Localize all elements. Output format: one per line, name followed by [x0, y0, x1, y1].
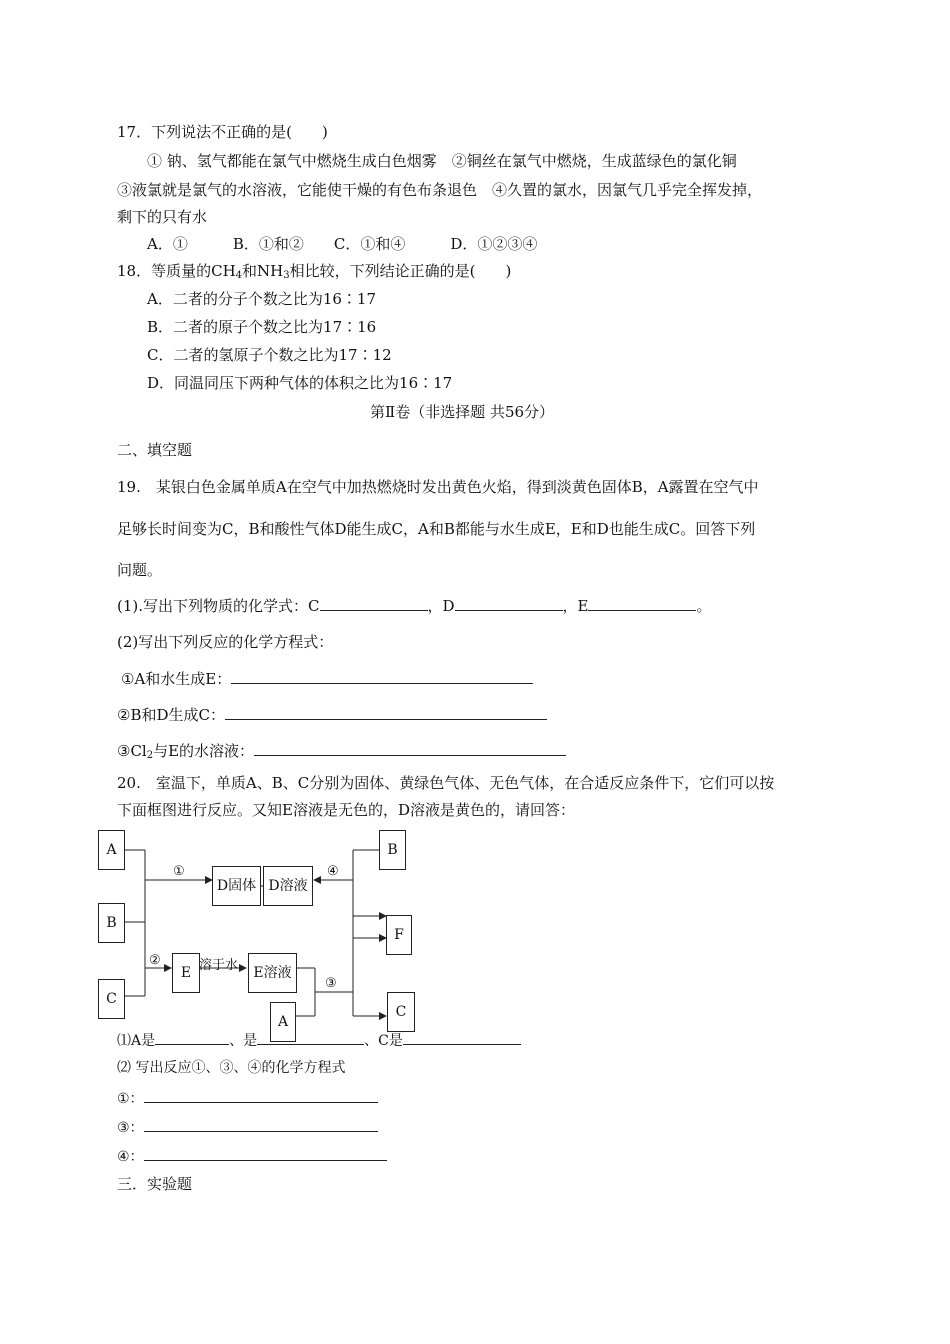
q20-equation3: [117, 1116, 378, 1138]
reaction-label-3: ③: [325, 976, 337, 991]
diagram-box-e: E: [172, 953, 200, 993]
fill-in-section-title: 二、填空题: [117, 441, 193, 459]
q20-paragraph-line2: 下面框图进行反应。又知E溶液是无色的，D溶液是黄色的，请回答：: [117, 801, 575, 819]
reaction-label-4: ④: [327, 864, 339, 879]
answer-blank-eq1[interactable]: [144, 1087, 378, 1103]
q19-paragraph-line2: 足够长时间变为C，B和酸性气体D能生成C，A和B都能与水生成E，E和D也能生成C。回答下列: [117, 520, 756, 538]
q18-stem-part: 和NH: [242, 262, 284, 280]
q18-subscript: 4: [235, 270, 243, 281]
q19-part1-text: ，E: [562, 597, 589, 615]
diagram-box-c: C: [98, 979, 125, 1019]
experiment-section-title: 三．实验题: [117, 1175, 193, 1193]
diagram-box-d-solution: D溶液: [263, 866, 313, 906]
q20-equation1: [117, 1087, 378, 1109]
q18-stem-part: 相比较，下列结论正确的是( ): [289, 262, 512, 280]
q20-equation3-label: ③：: [117, 1120, 144, 1136]
section2-title: 第Ⅱ卷（非选择题 共56分）: [370, 403, 555, 421]
q20-part1-text: 、C是: [364, 1033, 403, 1049]
q19-reaction3-label: ③Cl: [117, 742, 147, 760]
q17-stem: 17．下列说法不正确的是( ): [117, 123, 328, 141]
q20-equation4: [117, 1145, 387, 1167]
answer-blank-eq4[interactable]: [144, 1145, 387, 1161]
q19-part1-text: ，D: [427, 597, 455, 615]
q19-reaction1-label: ①A和水生成E：: [121, 670, 232, 688]
q19-reaction3-label: 与E的水溶液：: [153, 742, 255, 760]
q19-part1-text: (1).写出下列物质的化学式：C: [117, 597, 320, 615]
diagram-box-a-lower: A: [270, 1002, 296, 1042]
q19-part2: (2)写出下列反应的化学方程式：: [117, 633, 334, 651]
q18-subscript: 3: [283, 270, 290, 281]
diagram-box-b: B: [98, 903, 125, 943]
reaction-label-1: ①: [173, 864, 185, 879]
diagram-box-b-right: B: [379, 830, 406, 870]
q19-paragraph-line1: 19. 某银白色金属单质A在空气中加热燃烧时发出黄色火焰，得到淡黄色固体B，A露置在空气中: [117, 478, 759, 496]
answer-blank-b[interactable]: [257, 1029, 364, 1045]
q17-choices: A．① B．①和② C．①和④ D．①②③④: [147, 235, 538, 253]
q17-statement-line2: ③液氯就是氯气的水溶液，它能使干燥的有色布条退色 ④久置的氯水，因氯气几乎完全挥发掉，: [117, 181, 763, 199]
q18-option-c: C．二者的氢原子个数之比为17∶12: [147, 346, 392, 364]
q20-part2: ⑵ 写出反应①、③、④的化学方程式: [117, 1060, 346, 1076]
answer-blank-c2[interactable]: [403, 1029, 521, 1045]
q18-option-b: B．二者的原子个数之比为17∶16: [147, 318, 377, 336]
q18-option-a: A．二者的分子个数之比为16∶17: [147, 290, 377, 308]
label-dissolve-in-water: 溶于水: [199, 958, 239, 973]
q20-part1-text: ⑴A是: [117, 1033, 156, 1049]
answer-blank-a[interactable]: [155, 1029, 229, 1045]
diagram-box-f: F: [386, 915, 412, 955]
reaction-label-2: ②: [149, 953, 161, 968]
q20-paragraph-line1: 20. 室温下，单质A、B、C分别为固体、黄绿色气体、无色气体，在合适反应条件下，它们可以按: [117, 774, 775, 792]
q18-stem-part: 18．等质量的CH: [117, 262, 236, 280]
q18-option-d: D．同温同压下两种气体的体积之比为16∶17: [147, 374, 453, 392]
q20-equation1-label: ①：: [117, 1091, 144, 1107]
q20-part1-text: 、是: [229, 1033, 258, 1049]
q19-paragraph-line3: 问题。: [117, 561, 163, 579]
q19-reaction2-label: ②B和D生成C：: [117, 706, 225, 724]
diagram-box-d-solid: D固体: [212, 866, 261, 906]
diagram-box-e-solution: E溶液: [248, 953, 297, 993]
diagram-box-c-right: C: [387, 992, 415, 1032]
q17-statement-line1: ① 钠、氢气都能在氯气中燃烧生成白色烟雾 ②铜丝在氯气中燃烧，生成蓝绿色的氯化铜: [147, 152, 737, 170]
q20-part1: [117, 1029, 521, 1051]
q17-statement-line3: 剩下的只有水: [117, 208, 208, 226]
q19-part1-text: 。: [696, 597, 712, 615]
q20-equation4-label: ④：: [117, 1149, 144, 1165]
answer-blank-eq3[interactable]: [144, 1116, 378, 1132]
diagram-box-a: A: [98, 830, 125, 870]
q19-subscript: 2: [146, 750, 154, 761]
